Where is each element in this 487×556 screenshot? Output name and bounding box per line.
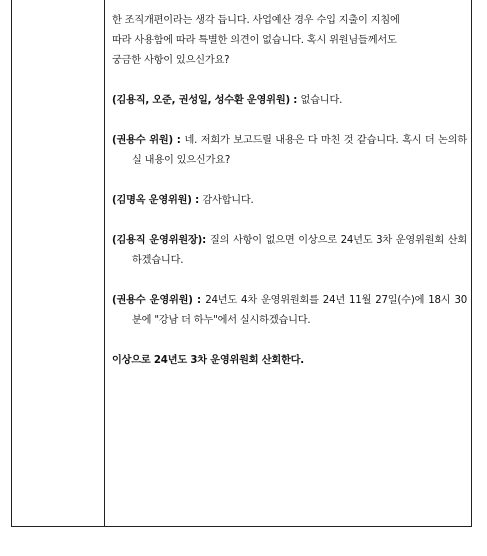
statement-2 [112,131,467,171]
spacer [112,171,467,191]
statement-text: 없습니다. [300,95,343,106]
speaker-label: (김용직, 오준, 권성일, 성수환 운영위원) [112,95,290,106]
spacer [112,71,467,91]
statement-text: 감사합니다. [202,195,254,206]
spacer [112,331,467,351]
speaker-separator: : [172,135,185,146]
speaker-label: (김명옥 운영위원) [112,195,192,206]
statement-1 [112,91,467,111]
spacer [112,211,467,231]
speaker-separator: : [191,195,203,206]
statement-3 [112,191,467,211]
statement-text: 24년도 4차 운영위원회를 24년 11월 27일(수)에 18시 30분에 "강남 더 하누"에서 실시하겠습니다. [132,295,468,326]
content-column [105,0,471,526]
speaker-label: (권용수 위원) [112,135,173,146]
statement-text: 네. 저희가 보고드릴 내용은 다 마친 것 같습니다. 혹시 더 논의하실 내용이 있으신가요? [132,135,467,166]
label-column [12,0,105,526]
speaker-separator: : [202,235,210,246]
intro-line-3: 궁금한 사항이 있으신가요? [112,55,230,66]
speaker-label: (권용수 운영위원) [112,295,193,306]
spacer [112,271,467,291]
intro-line-2: 따라 사용함에 따라 특별한 의견이 없습니다. 혹시 위원님들께서도 [112,35,397,46]
statement-4 [112,231,467,271]
minutes-table [11,0,472,527]
spacer [112,111,467,131]
closing-statement: 이상으로 24년도 3차 운영위원회 산회한다. [112,355,304,366]
intro-line-1: 한 조직개편이라는 생각 듭니다. 사업예산 경우 수입 지출이 지침에 [112,15,400,26]
statement-text: 질의 사항이 없으면 이상으로 24년도 3차 운영위원회 산회하겠습니다. [132,235,467,266]
speaker-label: (김용직 운영위원장) [112,235,203,246]
speaker-separator: : [192,295,206,306]
statement-5 [112,291,467,331]
speaker-separator: : [289,95,301,106]
